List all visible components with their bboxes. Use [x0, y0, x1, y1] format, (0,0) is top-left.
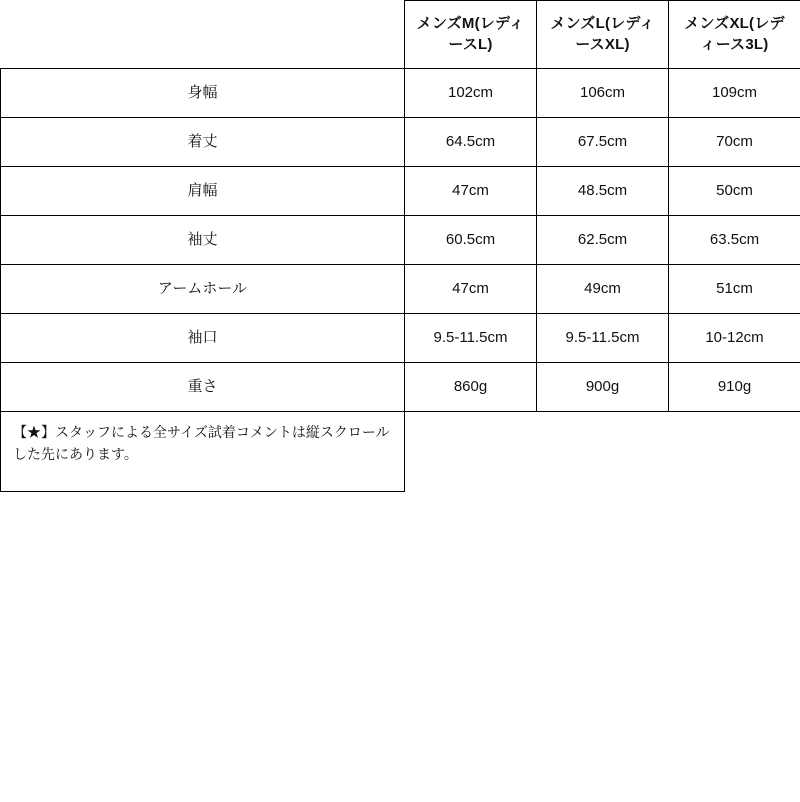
cell-sleeve-length-xl: 63.5cm: [669, 216, 800, 265]
cell-length-m: 64.5cm: [405, 118, 537, 167]
cell-length-l: 67.5cm: [537, 118, 669, 167]
table-header-size-xl: メンズXL(レディース3L): [669, 1, 800, 69]
cell-width-xl: 109cm: [669, 69, 800, 118]
cell-length-xl: 70cm: [669, 118, 800, 167]
table-header-blank: [1, 1, 405, 69]
table-row: [1, 265, 800, 314]
table-header-row: [1, 1, 800, 69]
cell-cuff-l: 9.5-11.5cm: [537, 314, 669, 363]
cell-width-m: 102cm: [405, 69, 537, 118]
cell-weight-xl: 910g: [669, 363, 800, 412]
table-row: [1, 314, 800, 363]
row-label-armhole: アームホール: [1, 265, 405, 314]
table-row: [1, 363, 800, 412]
table-row: [1, 216, 800, 265]
cell-sleeve-length-l: 62.5cm: [537, 216, 669, 265]
cell-cuff-xl: 10-12cm: [669, 314, 800, 363]
cell-shoulder-xl: 50cm: [669, 167, 800, 216]
note-empty-cell: [669, 412, 800, 492]
row-label-length: 着丈: [1, 118, 405, 167]
row-label-shoulder: 肩幅: [1, 167, 405, 216]
cell-weight-m: 860g: [405, 363, 537, 412]
table-row: [1, 118, 800, 167]
note-empty-cell: [537, 412, 669, 492]
row-label-cuff: 袖口: [1, 314, 405, 363]
cell-armhole-m: 47cm: [405, 265, 537, 314]
cell-armhole-xl: 51cm: [669, 265, 800, 314]
table-note-row: [1, 412, 800, 492]
cell-shoulder-l: 48.5cm: [537, 167, 669, 216]
cell-width-l: 106cm: [537, 69, 669, 118]
cell-weight-l: 900g: [537, 363, 669, 412]
cell-cuff-m: 9.5-11.5cm: [405, 314, 537, 363]
table-header-size-m: メンズM(レディースL): [405, 1, 537, 69]
table-header-size-l: メンズL(レディースXL): [537, 1, 669, 69]
table-header: [1, 1, 800, 69]
staff-comment-note: 【★】スタッフによる全サイズ試着コメントは縦スクロールした先にあります。: [1, 412, 405, 492]
cell-armhole-l: 49cm: [537, 265, 669, 314]
table-row: [1, 69, 800, 118]
table-row: [1, 167, 800, 216]
cell-sleeve-length-m: 60.5cm: [405, 216, 537, 265]
row-label-sleeve-length: 袖丈: [1, 216, 405, 265]
page-whitespace: [0, 492, 800, 802]
cell-shoulder-m: 47cm: [405, 167, 537, 216]
table-body: [1, 69, 800, 492]
row-label-width: 身幅: [1, 69, 405, 118]
note-empty-cell: [405, 412, 537, 492]
row-label-weight: 重さ: [1, 363, 405, 412]
